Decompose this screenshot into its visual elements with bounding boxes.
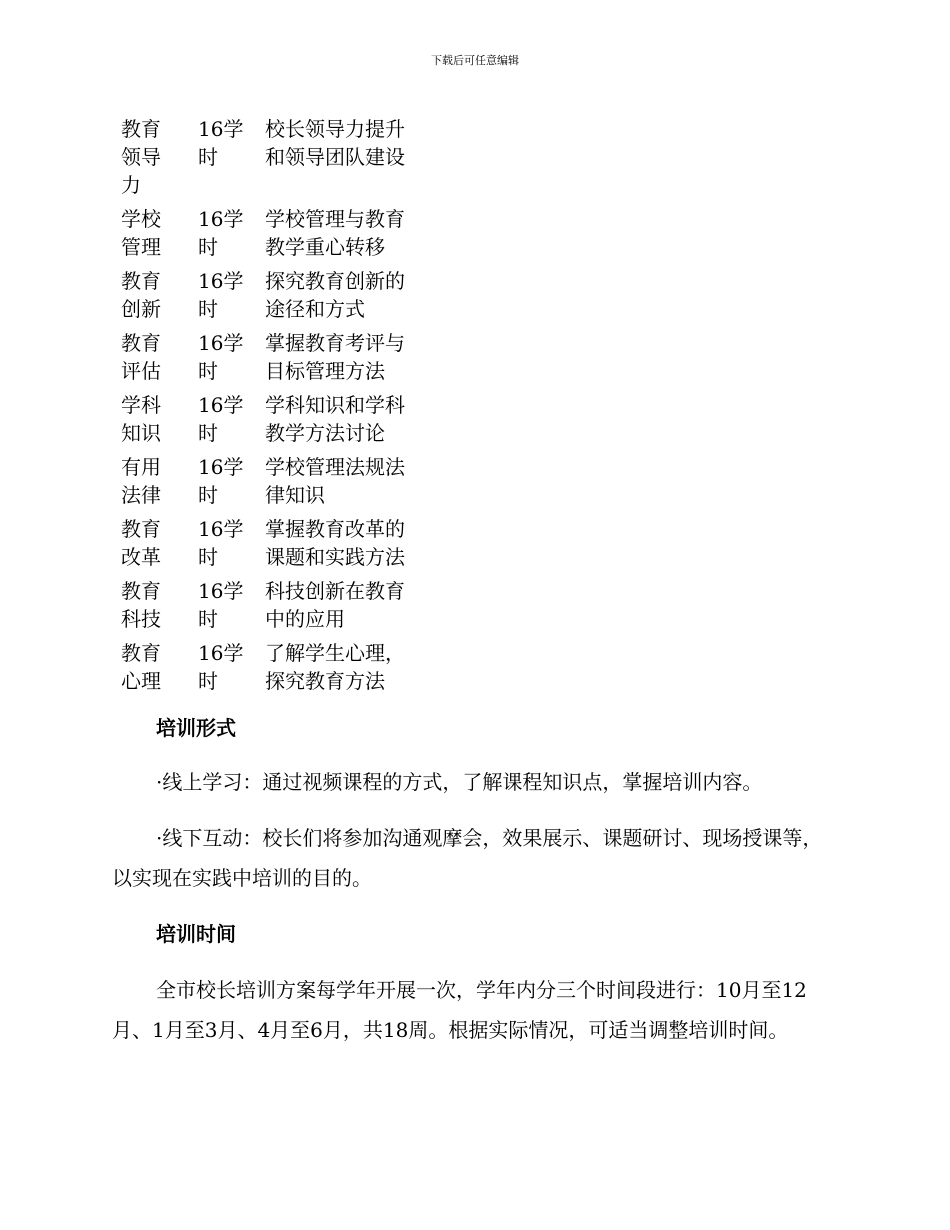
course-name-cell	[121, 115, 198, 205]
course-name-cell	[121, 391, 198, 453]
course-goal-cell	[265, 639, 425, 701]
table-row	[121, 115, 425, 205]
training-time-paragraph: 全市校长培训方案每学年开展一次，学年内分三个时间段进行：10月至12月、1月至3月、4月至6月，共18周。根据实际情况，可适当调整培训时间。	[112, 978, 807, 1042]
course-hours-cell	[198, 115, 265, 205]
course-hours-cell	[198, 577, 265, 639]
table-row	[121, 639, 425, 701]
course-name: 教育科技	[121, 579, 161, 631]
table-row	[121, 329, 425, 391]
course-name-cell	[121, 267, 198, 329]
training-format-heading: 培训形式	[156, 716, 236, 740]
course-goal-cell	[265, 391, 425, 453]
course-name: 教育领导力	[121, 117, 161, 197]
course-hours: 16学时	[198, 579, 244, 631]
course-goal: 掌握教育改革的课题和实践方法	[265, 517, 405, 569]
course-name-cell	[121, 577, 198, 639]
course-hours-cell	[198, 391, 265, 453]
course-hours: 16学时	[198, 455, 244, 507]
course-goal-cell	[265, 515, 425, 577]
course-name-cell	[121, 329, 198, 391]
course-name: 教育心理	[121, 641, 161, 693]
page-header: 下载后可任意编辑	[431, 54, 519, 67]
course-name: 教育改革	[121, 517, 161, 569]
course-goal: 掌握教育考评与目标管理方法	[265, 331, 405, 383]
course-goal: 学科知识和学科教学方法讨论	[265, 393, 405, 445]
course-goal: 校长领导力提升和领导团队建设	[265, 117, 405, 169]
course-hours-cell	[198, 205, 265, 267]
course-table	[121, 115, 425, 701]
course-hours-cell	[198, 639, 265, 701]
table-row	[121, 205, 425, 267]
training-time-heading: 培训时间	[156, 922, 236, 946]
course-name-cell	[121, 639, 198, 701]
course-hours-cell	[198, 453, 265, 515]
offline-interaction-paragraph: ·线下互动：校长们将参加沟通观摩会，效果展示、课题研讨、现场授课等，以实现在实践中培训的目的。	[112, 826, 823, 890]
course-hours: 16学时	[198, 331, 244, 383]
course-name-cell	[121, 205, 198, 267]
table-row	[121, 453, 425, 515]
course-name: 有用法律	[121, 455, 161, 507]
table-row	[121, 267, 425, 329]
course-name: 学科知识	[121, 393, 161, 445]
course-goal-cell	[265, 115, 425, 205]
course-goal-cell	[265, 453, 425, 515]
course-name: 教育创新	[121, 269, 161, 321]
course-goal-cell	[265, 577, 425, 639]
table-row	[121, 391, 425, 453]
course-hours: 16学时	[198, 207, 244, 259]
course-goal: 学校管理法规法律知识	[265, 455, 405, 507]
course-goal-cell	[265, 267, 425, 329]
course-hours: 16学时	[198, 641, 244, 693]
course-hours: 16学时	[198, 117, 244, 169]
course-goal-cell	[265, 205, 425, 267]
course-name: 教育评估	[121, 331, 161, 383]
course-name-cell	[121, 453, 198, 515]
course-goal: 了解学生心理，探究教育方法	[265, 641, 405, 693]
course-goal-cell	[265, 329, 425, 391]
online-learning-paragraph: ·线上学习：通过视频课程的方式，了解课程知识点，掌握培训内容。	[156, 770, 763, 794]
course-name-cell	[121, 515, 198, 577]
course-hours: 16学时	[198, 269, 244, 321]
table-row	[121, 515, 425, 577]
course-hours: 16学时	[198, 393, 244, 445]
course-goal: 学校管理与教育教学重心转移	[265, 207, 405, 259]
course-hours-cell	[198, 515, 265, 577]
table-row	[121, 577, 425, 639]
course-name: 学校管理	[121, 207, 161, 259]
course-hours-cell	[198, 329, 265, 391]
course-hours: 16学时	[198, 517, 244, 569]
course-hours-cell	[198, 267, 265, 329]
course-goal: 探究教育创新的途径和方式	[265, 269, 405, 321]
course-goal: 科技创新在教育中的应用	[265, 579, 405, 631]
